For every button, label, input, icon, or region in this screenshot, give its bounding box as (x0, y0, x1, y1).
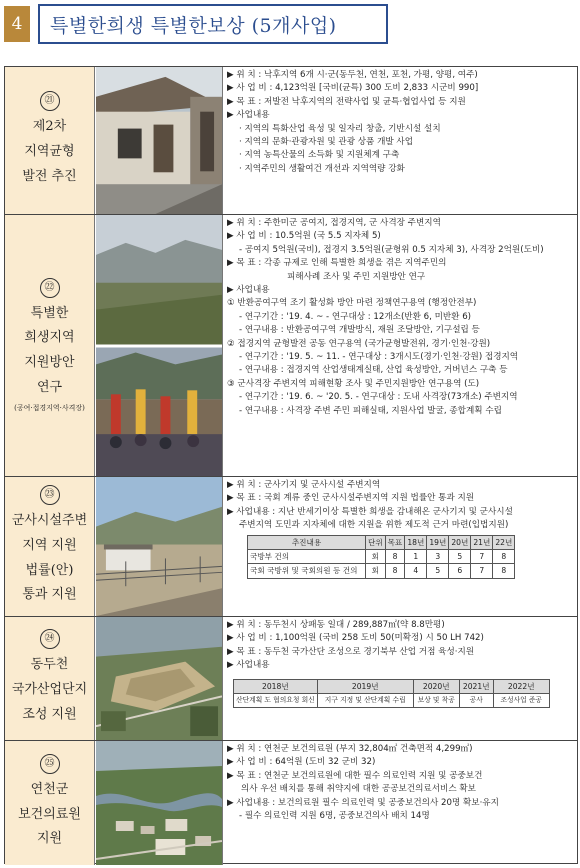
section-title: 특별한희생 특별한보상 (5개사업) (38, 4, 388, 44)
table-header: 19년 (427, 535, 449, 549)
table-cell: 공사 (459, 694, 493, 708)
section-header (4, 4, 576, 44)
content-line: ▶ 위 치 : 동두천시 상패동 일대 / 289,887㎡(약 8.8만평) (227, 620, 445, 630)
content-line: ▶ 사업내용 : 지난 반세기이상 특별한 희생을 감내해온 군사기지 및 군사시설 (227, 506, 513, 517)
project-label-line: 군사시설주변 (11, 513, 88, 529)
table-cell: 8 (385, 564, 405, 578)
project-photo-aerial-industrial-site (96, 617, 223, 740)
project-label (5, 477, 95, 616)
content-line: ▶ 위 치 : 연천군 보건의료원 (부지 32,804㎡ 건축면적 4,299㎡) (227, 744, 473, 754)
project-photo-military-site (96, 477, 223, 616)
project-photo-landscape-and-crowd (96, 215, 223, 476)
content-line: - 연구기간 : '19. 5. ~ 11. - 연구대상 : 3개시도(경기·인천·강원) 접경지역 (239, 352, 519, 363)
project-label (5, 67, 95, 214)
table-cell: 국방부 건의 (248, 550, 366, 564)
project-label-line: 지역 지원 (22, 537, 77, 553)
content-line: ▶ 사 업 비 : 4,123억원 [국비(균특) 300 도비 2,833 시군비 990] (227, 83, 479, 94)
projects-table (4, 66, 578, 864)
project-number: ㉒ (40, 278, 60, 298)
project-content (227, 743, 575, 823)
table-header: 21년 (471, 535, 493, 549)
content-line: - 연구내용 : 접경지역 산업생태계실태, 산업 육성방안, 거버넌스 구축 등 (239, 365, 508, 376)
project-number: ㉕ (40, 754, 60, 774)
table-cell: 8 (493, 564, 515, 578)
content-line: ▶ 목 표 : 저발전 낙후지역의 전략사업 및 균특·협업사업 등 지원 (227, 96, 466, 107)
table-row (248, 550, 515, 564)
project-label-line: 지원 (36, 831, 63, 847)
project-label (5, 617, 95, 740)
project-content (227, 479, 575, 581)
content-line: ▶ 위 치 : 군사기지 및 군사시설 주변지역 (227, 480, 381, 490)
table-header: 추진내용 (248, 535, 366, 549)
table-row (234, 694, 550, 708)
progress-table (247, 535, 515, 579)
table-cell: 회 (366, 550, 386, 564)
content-line: - 필수 의료인력 지원 6명, 공중보건의사 배치 14명 (239, 811, 430, 822)
project-label-line: 특별한 (30, 305, 69, 321)
content-line: ▶ 목 표 : 국회 계류 중인 군사시설주변지역 지원 법률안 통과 지원 (227, 493, 475, 504)
project-number: ㉑ (40, 91, 60, 111)
project-label (5, 215, 95, 476)
table-cell: 지구 지정 및 산단계획 수립 (317, 694, 413, 708)
section-number-badge: 4 (4, 6, 30, 42)
table-row (248, 564, 515, 578)
content-line: 피해사례 조사 및 주민 지원방안 연구 (287, 271, 426, 282)
content-line: ▶ 사업내용 (227, 285, 270, 296)
table-header: 2018년 (234, 679, 318, 693)
table-cell: 국회 국방위 및 국회의원 등 건의 (248, 564, 366, 578)
project-photo-rural-houses (96, 67, 223, 214)
content-line: ▶ 목 표 : 각종 규제로 인해 특별한 희생을 겪은 지역주민의 (227, 258, 447, 269)
content-line: · 지역주민의 생활여건 개선과 지역역량 강화 (239, 163, 405, 174)
table-header: 18년 (405, 535, 427, 549)
table-cell: 8 (385, 550, 405, 564)
content-line: - 연구기간 : '19. 4. ~ - 연구대상 : 12개소(반환 6, 미반환 6) (239, 311, 472, 322)
table-header: 단위 (366, 535, 386, 549)
table-cell: 5 (449, 550, 471, 564)
content-line: - 공여지 5억원(국비), 접경지 3.5억원(균형위 0.5 지자체 3), 사격장 2억원(도비) (239, 244, 544, 255)
table-cell: 1 (405, 550, 427, 564)
content-line: - 연구내용 : 사격장 주변 주민 피해실태, 지원사업 발굴, 종합계획 수립 (239, 405, 502, 416)
project-label-line: 법률(안) (25, 562, 74, 578)
content-line: ▶ 사 업 비 : 64억원 (도비 32 군비 32) (227, 757, 376, 768)
content-line: - 연구기간 : '19. 6. ~ '20. 5. - 연구대상 : 도내 사격장(73개소) 주변지역 (239, 392, 518, 403)
project-row-21 (5, 67, 577, 215)
content-line: ▶ 목 표 : 연천군 보건의료원에 대한 필수 의료인력 지원 및 공중보건 (227, 770, 483, 781)
project-content (227, 619, 575, 710)
project-label (5, 741, 95, 865)
schedule-table (233, 679, 550, 709)
project-number: ㉓ (40, 485, 60, 505)
table-cell: 5 (427, 564, 449, 578)
content-line: ② 접경지역 균형발전 공동 연구용역 (국가균형발전위, 경기·인천·강원) (227, 338, 491, 349)
table-header: 2019년 (317, 679, 413, 693)
table-header: 20년 (449, 535, 471, 549)
project-label-line: 통과 지원 (22, 587, 77, 603)
project-number: ㉔ (40, 629, 60, 649)
table-cell: 회 (366, 564, 386, 578)
project-row-25 (5, 741, 577, 865)
content-line: ▶ 사업내용 (227, 660, 270, 671)
table-cell: 6 (449, 564, 471, 578)
project-label-line: 조성 지원 (22, 706, 77, 722)
project-label-line: 국가산업단지 (11, 682, 88, 698)
project-label-line: 동두천 (30, 657, 69, 673)
table-cell: 4 (405, 564, 427, 578)
project-content (227, 217, 575, 418)
project-label-line: 연천군 (30, 781, 69, 797)
project-label-line: 제2차 (32, 119, 67, 135)
table-header: 2021년 (459, 679, 493, 693)
content-line: ③ 군사격장 주변지역 피해현황 조사 및 주민지원방안 연구용역 (도) (227, 378, 480, 389)
table-cell: 산단계획 도 협의요청 회신 (234, 694, 318, 708)
project-label-note: (공여·접경지역·사격장) (14, 404, 85, 413)
table-cell: 3 (427, 550, 449, 564)
content-line: 주변지역 도민과 지자체에 대한 지원을 위한 제도적 근거 마련(입법지원) (239, 520, 509, 531)
content-line: ▶ 목 표 : 동두천 국가산단 조성으로 경기북부 산업 거점 육성·지원 (227, 646, 475, 657)
project-row-24 (5, 617, 577, 741)
table-cell: 조성사업 준공 (493, 694, 549, 708)
content-line: - 연구내용 : 반환공여구역 개발방식, 재원 조달방안, 기구설립 등 (239, 325, 480, 336)
table-header: 2020년 (413, 679, 459, 693)
content-line: · 지역 농특산물의 소득화 및 지원체계 구축 (239, 150, 400, 161)
content-line: ▶ 사업내용 (227, 110, 270, 121)
project-row-23 (5, 477, 577, 617)
table-cell: 8 (493, 550, 515, 564)
table-header: 2022년 (493, 679, 549, 693)
project-label-line: 발전 추진 (22, 168, 77, 184)
project-label-line: 지원방안 (24, 354, 75, 370)
table-cell: 7 (471, 564, 493, 578)
content-line: ▶ 사 업 비 : 10.5억원 (국 5.5 지자체 5) (227, 231, 381, 242)
project-label-line: 보건의료원 (18, 806, 81, 822)
table-header: 목표 (385, 535, 405, 549)
table-cell: 7 (471, 550, 493, 564)
content-line: ▶ 사업내용 : 보건의료원 필수 의료인력 및 공중보건의사 20명 확보·유지 (227, 797, 499, 808)
content-line: · 지역의 문화·관광자원 및 관광 상품 개발 사업 (239, 137, 414, 148)
content-line: ▶ 사 업 비 : 1,100억원 (국비 258 도비 50(미확정) 시 50 LH 742) (227, 633, 484, 644)
content-line: · 지역의 특화산업 육성 및 일자리 창출, 기반시설 설치 (239, 123, 441, 134)
project-label-line: 지역균형 (24, 144, 75, 160)
project-content (227, 69, 575, 176)
project-label-line: 희생지역 (24, 330, 75, 346)
table-header: 22년 (493, 535, 515, 549)
content-line: ▶ 위 치 : 주한미군 공여지, 접경지역, 군 사격장 주변지역 (227, 218, 441, 228)
project-row-22 (5, 215, 577, 477)
content-line: ▶ 위 치 : 낙후지역 6개 시·군(동두천, 연천, 포천, 가평, 양평, 여주) (227, 70, 478, 80)
table-cell: 보상 및 착공 (413, 694, 459, 708)
project-photo-aerial-town (96, 741, 223, 865)
project-label-line: 연구 (36, 379, 63, 395)
content-line: ① 반환공여구역 조기 활성화 방안 마련 정책연구용역 (행정안전부) (227, 298, 477, 309)
content-line: 의사 우선 배치를 통해 취약지에 대한 공공보건의료서비스 확보 (241, 784, 476, 795)
